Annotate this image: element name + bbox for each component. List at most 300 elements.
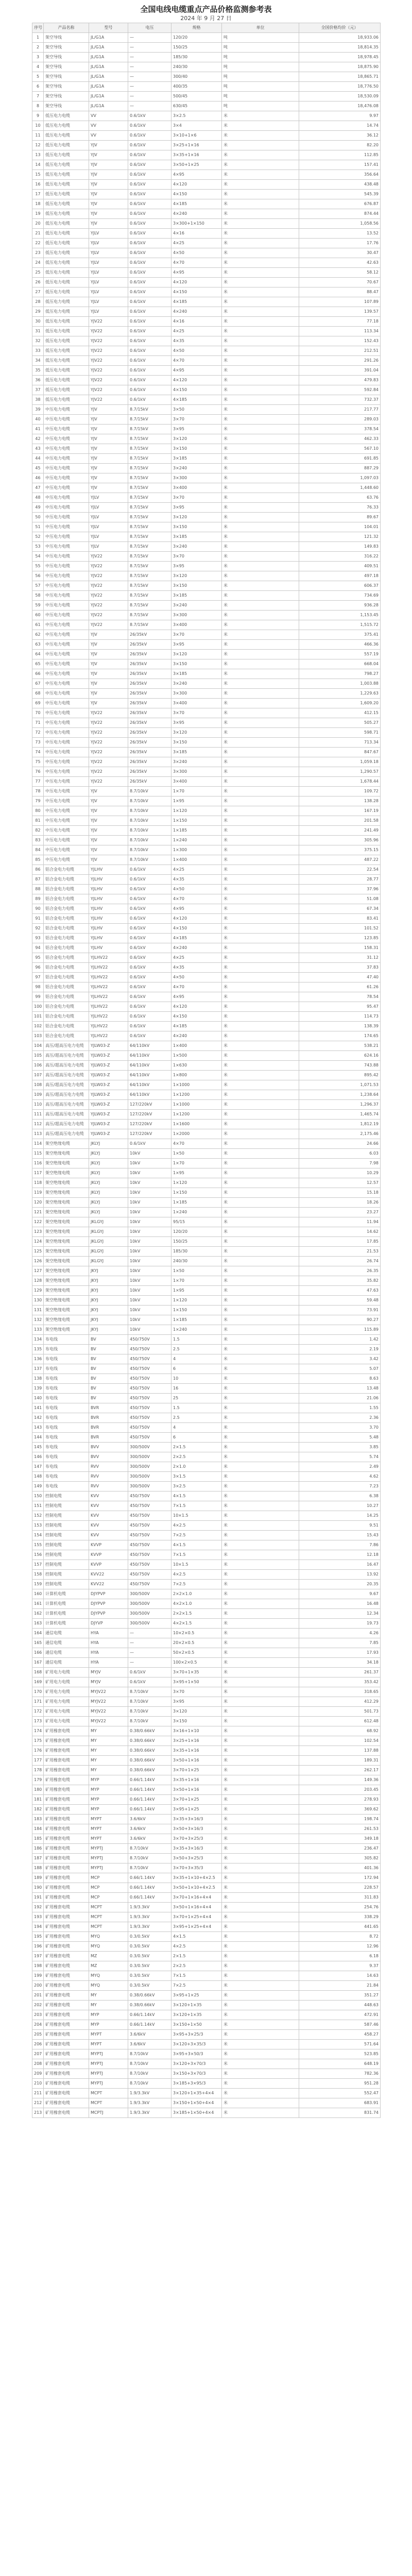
cell-name: 高压/超高压电力电缆: [44, 1110, 89, 1120]
cell-seq: 54: [32, 552, 44, 562]
cell-name: 架空绝缘电缆: [44, 1315, 89, 1325]
cell-model: YJLV: [89, 493, 128, 503]
cell-name: 架空绝缘电缆: [44, 1208, 89, 1217]
cell-model: JL/G1A: [89, 101, 128, 111]
cell-volt: 0.66/1.14kV: [128, 1883, 171, 1893]
cell-unit: 米: [222, 1952, 299, 1961]
cell-price: 37.96: [299, 885, 381, 894]
cell-model: BVR: [89, 1403, 128, 1413]
cell-seq: 61: [32, 620, 44, 630]
cell-seq: 128: [32, 1276, 44, 1286]
cell-price: 6.38: [299, 1492, 381, 1501]
cell-unit: 米: [222, 1697, 299, 1707]
cell-price: 114.73: [299, 1012, 381, 1022]
table-row: [32, 150, 381, 160]
cell-unit: 米: [222, 1717, 299, 1726]
cell-model: MYP: [89, 1795, 128, 1805]
cell-name: 架空绝缘电缆: [44, 1159, 89, 1168]
cell-model: MYPT: [89, 1824, 128, 1834]
cell-spec: 3×95: [171, 425, 222, 434]
cell-model: RVV: [89, 1482, 128, 1492]
cell-unit: 米: [222, 542, 299, 552]
cell-unit: 米: [222, 258, 299, 268]
cell-unit: 米: [222, 1531, 299, 1540]
cell-seq: 134: [32, 1335, 44, 1345]
cell-model: BVV: [89, 1452, 128, 1462]
cell-spec: 3×95+1×25: [171, 1991, 222, 2001]
table-row: [32, 1031, 381, 1041]
cell-price: 351.27: [299, 1991, 381, 2001]
cell-name: 高压/超高压电力电缆: [44, 1100, 89, 1110]
cell-seq: 96: [32, 963, 44, 973]
cell-seq: 184: [32, 1824, 44, 1834]
cell-seq: 137: [32, 1364, 44, 1374]
cell-spec: 3×150+1×50: [171, 2020, 222, 2030]
cell-unit: 米: [222, 826, 299, 836]
cell-unit: 米: [222, 2108, 299, 2118]
cell-volt: 0.6/1kV: [128, 943, 171, 953]
cell-unit: 米: [222, 953, 299, 963]
cell-seq: 64: [32, 650, 44, 659]
cell-model: JL/G1A: [89, 72, 128, 82]
cell-price: 305.96: [299, 836, 381, 845]
cell-seq: 39: [32, 405, 44, 415]
cell-name: 矿用橡套电缆: [44, 1942, 89, 1952]
cell-volt: 10kV: [128, 1237, 171, 1247]
cell-volt: 0.6/1kV: [128, 953, 171, 963]
cell-spec: 4×120: [171, 278, 222, 287]
cell-price: 338.29: [299, 1912, 381, 1922]
cell-unit: 米: [222, 376, 299, 385]
cell-unit: 米: [222, 1912, 299, 1922]
cell-unit: 米: [222, 1462, 299, 1472]
table-row: [32, 1462, 381, 1472]
cell-volt: 450/750V: [128, 1492, 171, 1501]
table-row: [32, 2030, 381, 2040]
cell-spec: 100×2×0.5: [171, 1658, 222, 1668]
table-row: [32, 327, 381, 336]
cell-spec: 4×2.5: [171, 1521, 222, 1531]
cell-seq: 23: [32, 248, 44, 258]
cell-spec: 95/15: [171, 1217, 222, 1227]
cell-volt: 0.66/1.14kV: [128, 1805, 171, 1815]
cell-seq: 84: [32, 845, 44, 855]
cell-seq: 177: [32, 1756, 44, 1766]
cell-seq: 27: [32, 287, 44, 297]
cell-unit: 米: [222, 1756, 299, 1766]
cell-model: YJLHV: [89, 914, 128, 924]
cell-spec: 3×70+1×25+4×4: [171, 1912, 222, 1922]
cell-spec: 4×70: [171, 1139, 222, 1149]
cell-volt: 0.6/1kV: [128, 229, 171, 239]
cell-volt: 0.6/1kV: [128, 180, 171, 190]
cell-name: 低压电力电缆: [44, 307, 89, 317]
cell-spec: 4×50: [171, 248, 222, 258]
cell-price: 472.91: [299, 2010, 381, 2020]
table-row: [32, 1952, 381, 1961]
cell-volt: 0.66/1.14kV: [128, 1873, 171, 1883]
cell-spec: 3×240: [171, 601, 222, 611]
table-row: [32, 2089, 381, 2098]
cell-seq: 153: [32, 1521, 44, 1531]
cell-name: 铝合金电力电缆: [44, 963, 89, 973]
table-row: [32, 943, 381, 953]
cell-price: 732.37: [299, 395, 381, 405]
cell-price: 14.63: [299, 1971, 381, 1981]
page-header: [0, 0, 412, 23]
cell-name: 铝合金电力电缆: [44, 1012, 89, 1022]
cell-model: MCPT: [89, 2089, 128, 2098]
cell-spec: 3×95: [171, 1697, 222, 1707]
cell-model: JKLGYJ: [89, 1227, 128, 1237]
cell-model: MYP: [89, 1785, 128, 1795]
cell-price: 149.36: [299, 1775, 381, 1785]
cell-price: 557.19: [299, 650, 381, 659]
cell-spec: 4×95: [171, 992, 222, 1002]
cell-spec: 3×2.5: [171, 111, 222, 121]
cell-seq: 44: [32, 454, 44, 464]
cell-unit: 米: [222, 659, 299, 669]
cell-unit: 米: [222, 1560, 299, 1570]
table-row: [32, 1570, 381, 1580]
cell-volt: 450/750V: [128, 1423, 171, 1433]
cell-seq: 15: [32, 170, 44, 180]
cell-unit: 米: [222, 1501, 299, 1511]
cell-unit: 米: [222, 395, 299, 405]
cell-seq: 8: [32, 101, 44, 111]
cell-name: 计算机电缆: [44, 1599, 89, 1609]
cell-price: 14.25: [299, 1511, 381, 1521]
cell-name: 布电线: [44, 1482, 89, 1492]
cell-name: 矿用橡套电缆: [44, 2108, 89, 2118]
cell-seq: 191: [32, 1893, 44, 1903]
cell-name: 矿用电力电缆: [44, 1687, 89, 1697]
cell-seq: 50: [32, 513, 44, 522]
cell-seq: 102: [32, 1022, 44, 1031]
cell-spec: 4×25: [171, 953, 222, 963]
cell-spec: 1×95: [171, 1168, 222, 1178]
cell-seq: 53: [32, 542, 44, 552]
cell-model: YJLHV22: [89, 1002, 128, 1012]
table-row: [32, 836, 381, 845]
cell-price: 16.48: [299, 1599, 381, 1609]
cell-price: 1,003.88: [299, 679, 381, 689]
cell-unit: 米: [222, 1315, 299, 1325]
cell-unit: 米: [222, 885, 299, 894]
cell-seq: 144: [32, 1433, 44, 1443]
cell-price: 1,812.19: [299, 1120, 381, 1129]
cell-name: 低压电力电缆: [44, 366, 89, 376]
cell-model: YJLHV22: [89, 1012, 128, 1022]
cell-name: 低压电力电缆: [44, 317, 89, 327]
cell-volt: 8.7/10kV: [128, 1863, 171, 1873]
cell-price: 4.62: [299, 1472, 381, 1482]
cell-seq: 210: [32, 2079, 44, 2089]
cell-price: 7.98: [299, 1159, 381, 1168]
cell-volt: 0.6/1kV: [128, 894, 171, 904]
cell-seq: 212: [32, 2098, 44, 2108]
table-row: [32, 395, 381, 405]
cell-seq: 141: [32, 1403, 44, 1413]
cell-spec: 4×150: [171, 385, 222, 395]
cell-name: 高压/超高压电力电缆: [44, 1080, 89, 1090]
table-row: [32, 1511, 381, 1521]
cell-name: 中压电力电缆: [44, 581, 89, 591]
cell-seq: 123: [32, 1227, 44, 1237]
cell-seq: 108: [32, 1080, 44, 1090]
cell-name: 中压电力电缆: [44, 738, 89, 748]
col-header-unit: 单位: [222, 23, 299, 33]
cell-name: 铝合金电力电缆: [44, 953, 89, 963]
cell-spec: 1×2000: [171, 1129, 222, 1139]
cell-seq: 107: [32, 1071, 44, 1080]
cell-seq: 192: [32, 1903, 44, 1912]
cell-price: 505.27: [299, 718, 381, 728]
cell-model: YJLHV: [89, 924, 128, 934]
cell-volt: 0.6/1kV: [128, 1031, 171, 1041]
cell-spec: 240/30: [171, 1257, 222, 1266]
cell-name: 架空导线: [44, 82, 89, 92]
cell-name: 低压电力电缆: [44, 395, 89, 405]
cell-seq: 103: [32, 1031, 44, 1041]
cell-seq: 52: [32, 532, 44, 542]
cell-spec: 4×120: [171, 1002, 222, 1012]
cell-price: 587.46: [299, 2020, 381, 2030]
cell-unit: 米: [222, 1090, 299, 1100]
cell-unit: 米: [222, 738, 299, 748]
cell-unit: 米: [222, 1071, 299, 1080]
cell-model: YJV: [89, 415, 128, 425]
cell-spec: 400/35: [171, 82, 222, 92]
cell-seq: 73: [32, 738, 44, 748]
cell-price: 217.77: [299, 405, 381, 415]
cell-unit: 吨: [222, 82, 299, 92]
table-row: [32, 1863, 381, 1873]
cell-name: 布电线: [44, 1374, 89, 1384]
cell-spec: 3×150: [171, 738, 222, 748]
cell-name: 布电线: [44, 1384, 89, 1394]
cell-seq: 168: [32, 1668, 44, 1677]
cell-name: 低压电力电缆: [44, 278, 89, 287]
cell-spec: 3×150: [171, 444, 222, 454]
table-row: [32, 160, 381, 170]
cell-model: BVR: [89, 1413, 128, 1423]
cell-name: 中压电力电缆: [44, 552, 89, 562]
cell-seq: 46: [32, 473, 44, 483]
cell-volt: 8.7/10kV: [128, 826, 171, 836]
table-row: [32, 101, 381, 111]
cell-volt: 64/110kV: [128, 1041, 171, 1051]
cell-price: 9.51: [299, 1521, 381, 1531]
cell-name: 铝合金电力电缆: [44, 1031, 89, 1041]
cell-spec: 1×70: [171, 1276, 222, 1286]
cell-volt: —: [128, 92, 171, 101]
cell-price: 51.08: [299, 894, 381, 904]
cell-name: 架空绝缘电缆: [44, 1237, 89, 1247]
cell-seq: 82: [32, 826, 44, 836]
cell-unit: 米: [222, 1991, 299, 2001]
cell-seq: 159: [32, 1580, 44, 1589]
cell-volt: 300/500V: [128, 1443, 171, 1452]
cell-spec: 4×25: [171, 239, 222, 248]
cell-name: 中压电力电缆: [44, 483, 89, 493]
cell-unit: 米: [222, 777, 299, 787]
cell-model: YJV: [89, 816, 128, 826]
cell-seq: 111: [32, 1110, 44, 1120]
cell-volt: 450/750V: [128, 1374, 171, 1384]
cell-seq: 57: [32, 581, 44, 591]
table-row: [32, 1707, 381, 1717]
cell-spec: 3×240: [171, 757, 222, 767]
cell-seq: 34: [32, 356, 44, 366]
cell-model: JKYJ: [89, 1296, 128, 1306]
cell-price: 375.15: [299, 845, 381, 855]
table-row: [32, 845, 381, 855]
cell-volt: 8.7/10kV: [128, 816, 171, 826]
cell-volt: 0.6/1kV: [128, 376, 171, 385]
cell-spec: 3×185+1×50+4×4: [171, 2108, 222, 2118]
cell-price: 612.48: [299, 1717, 381, 1726]
cell-unit: 米: [222, 1893, 299, 1903]
cell-volt: 8.7/10kV: [128, 787, 171, 796]
cell-spec: 185/30: [171, 53, 222, 62]
cell-unit: 米: [222, 346, 299, 356]
table-row: [32, 92, 381, 101]
cell-volt: 0.66/1.14kV: [128, 2020, 171, 2030]
cell-price: 63.76: [299, 493, 381, 503]
cell-model: BV: [89, 1335, 128, 1345]
cell-name: 中压电力电缆: [44, 405, 89, 415]
cell-unit: 米: [222, 2079, 299, 2089]
cell-spec: 4×16: [171, 229, 222, 239]
cell-spec: 4×120: [171, 180, 222, 190]
cell-unit: 米: [222, 1423, 299, 1433]
cell-model: YJLV: [89, 268, 128, 278]
cell-price: 61.26: [299, 982, 381, 992]
cell-seq: 91: [32, 914, 44, 924]
table-row: [32, 1364, 381, 1374]
cell-unit: 米: [222, 748, 299, 757]
cell-unit: 米: [222, 894, 299, 904]
cell-price: 12.18: [299, 1550, 381, 1560]
cell-unit: 米: [222, 562, 299, 571]
cell-model: YJV22: [89, 738, 128, 748]
cell-price: 412.15: [299, 708, 381, 718]
cell-model: JKYJ: [89, 1276, 128, 1286]
cell-model: RVV: [89, 1462, 128, 1472]
cell-unit: 米: [222, 2001, 299, 2010]
cell-seq: 87: [32, 875, 44, 885]
cell-unit: 米: [222, 1452, 299, 1462]
cell-price: 798.27: [299, 669, 381, 679]
cell-model: YJV: [89, 845, 128, 855]
table-row: [32, 1286, 381, 1296]
table-row: [32, 2049, 381, 2059]
cell-seq: 126: [32, 1257, 44, 1266]
cell-seq: 85: [32, 855, 44, 865]
table-row: [32, 924, 381, 934]
table-row: [32, 199, 381, 209]
cell-price: 149.83: [299, 542, 381, 552]
cell-model: YJV: [89, 796, 128, 806]
cell-spec: 3×50+1×16: [171, 1785, 222, 1795]
cell-model: MCPT: [89, 1903, 128, 1912]
cell-volt: 0.6/1kV: [128, 1012, 171, 1022]
cell-volt: 450/750V: [128, 1345, 171, 1354]
cell-name: 矿用电力电缆: [44, 1677, 89, 1687]
cell-spec: 120/20: [171, 1227, 222, 1237]
cell-spec: 3×150: [171, 522, 222, 532]
table-row: [32, 953, 381, 963]
table-row: [32, 2069, 381, 2079]
cell-name: 低压电力电缆: [44, 239, 89, 248]
table-row: [32, 425, 381, 434]
cell-name: 架空绝缘电缆: [44, 1168, 89, 1178]
cell-model: VV: [89, 131, 128, 141]
cell-volt: 8.7/10kV: [128, 1697, 171, 1707]
cell-unit: 米: [222, 1159, 299, 1168]
cell-spec: 3×150+3×70/3: [171, 2069, 222, 2079]
cell-seq: 26: [32, 278, 44, 287]
table-row: [32, 640, 381, 650]
cell-volt: 0.6/1kV: [128, 1668, 171, 1677]
table-row: [32, 1168, 381, 1178]
cell-seq: 98: [32, 982, 44, 992]
cell-price: 138.28: [299, 796, 381, 806]
cell-seq: 127: [32, 1266, 44, 1276]
cell-seq: 154: [32, 1531, 44, 1540]
cell-price: 18,875.90: [299, 62, 381, 72]
cell-seq: 74: [32, 748, 44, 757]
cell-unit: 米: [222, 1736, 299, 1746]
cell-spec: 1×50: [171, 1149, 222, 1159]
table-row: [32, 1296, 381, 1306]
table-row: [32, 816, 381, 826]
cell-seq: 109: [32, 1090, 44, 1100]
cell-name: 矿用橡套电缆: [44, 1883, 89, 1893]
cell-seq: 124: [32, 1237, 44, 1247]
cell-unit: 米: [222, 1648, 299, 1658]
table-row: [32, 1335, 381, 1345]
table-row: [32, 1266, 381, 1276]
cell-model: MYPTJ: [89, 2079, 128, 2089]
cell-name: 中压电力电缆: [44, 748, 89, 757]
cell-seq: 170: [32, 1687, 44, 1697]
cell-model: YJLW03-Z: [89, 1051, 128, 1061]
table-row: [32, 1374, 381, 1384]
table-row: [32, 777, 381, 787]
table-row: [32, 444, 381, 454]
cell-seq: 93: [32, 934, 44, 943]
table-row: [32, 1922, 381, 1932]
cell-price: 22.54: [299, 865, 381, 875]
cell-spec: 3×240: [171, 464, 222, 473]
cell-seq: 133: [32, 1325, 44, 1335]
cell-unit: 米: [222, 1981, 299, 1991]
cell-spec: 25: [171, 1394, 222, 1403]
cell-spec: 3×95: [171, 503, 222, 513]
table-row: [32, 454, 381, 464]
cell-seq: 162: [32, 1609, 44, 1619]
cell-volt: 3.6/6kV: [128, 2040, 171, 2049]
cell-name: 铝合金电力电缆: [44, 894, 89, 904]
cell-unit: 米: [222, 160, 299, 170]
table-row: [32, 1961, 381, 1971]
cell-volt: 1.9/3.3kV: [128, 2089, 171, 2098]
cell-volt: 10kV: [128, 1325, 171, 1335]
cell-seq: 152: [32, 1511, 44, 1521]
cell-seq: 146: [32, 1452, 44, 1462]
